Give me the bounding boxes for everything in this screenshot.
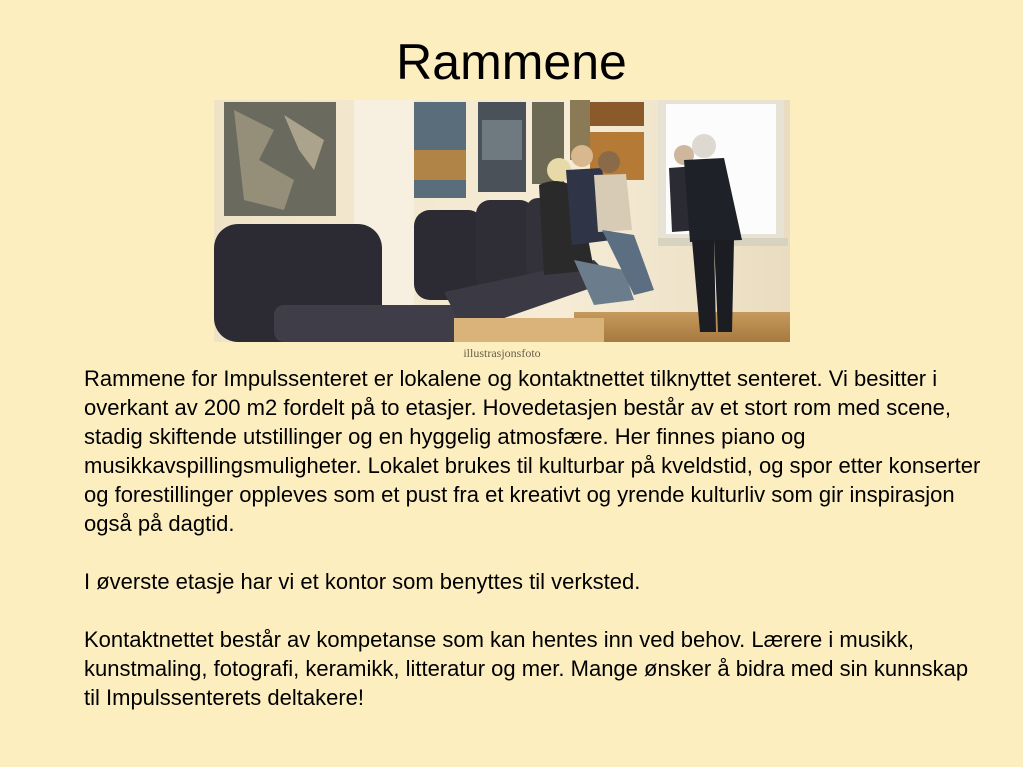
photo-caption: illustrasjonsfoto xyxy=(463,346,541,360)
paragraph-intro: Rammene for Impulssenteret er lokalene og kontaktnettet tilknyttet senteret. Vi besitter i overkant av 200 m2 fordelt på to etasjer. Hovedetasjen består av et stort rom med scene, stadig skiftende utstillinger og en hyggelig atmosfære. Her finnes piano og musikkavspillingsmuligheter. Lokalet brukes til kulturbar på kveldstid, og spor etter konserter og forestillinger oppleves som et pust fra et kreativt og yrende kulturliv som gir inspirasjon også på dagtid. xyxy=(84,366,981,536)
slide-title: Rammene xyxy=(396,34,627,90)
gallery-photo xyxy=(214,100,790,342)
body-text xyxy=(84,364,984,712)
paragraph-contact-network: Kontaktnettet består av kompetanse som kan hentes inn ved behov. Lærere i musikk, kunstmaling, fotografi, keramikk, litteratur og mer. Mange ønsker å bidra med sin kunnskap til Impulssenterets deltakere! xyxy=(84,627,969,710)
paragraph-upper-floor: I øverste etasje har vi et kontor som benyttes til verksted. xyxy=(84,569,641,594)
